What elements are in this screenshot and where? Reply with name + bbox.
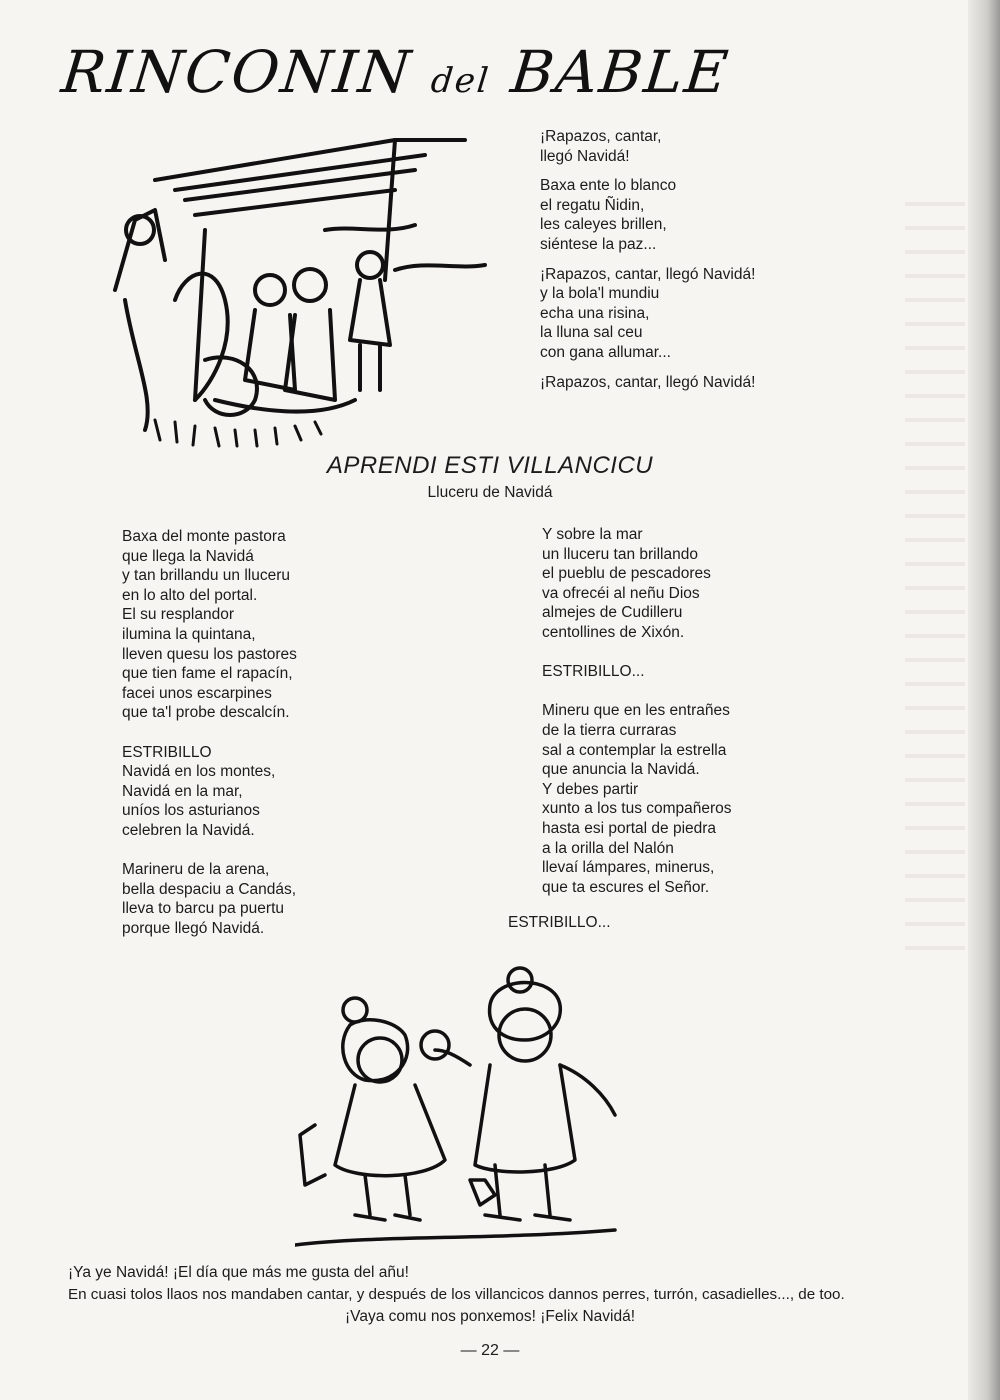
verse-line: les caleyes brillen,	[540, 216, 667, 234]
verse-line: que anuncia la Navidá.	[542, 761, 700, 779]
verse-line: y la bola'l mundiu	[540, 285, 660, 303]
verse-line: el regatu Ñidin,	[540, 196, 645, 214]
children-illustration	[295, 965, 625, 1255]
verse-line: ¡Rapazos, cantar,	[540, 128, 662, 145]
verse-line: centollines de Xixón.	[542, 623, 685, 641]
verse-line: bella despaciu a Candás,	[122, 880, 297, 898]
verse-line: siéntese la paz...	[540, 235, 657, 253]
footer-line-2: En cuasi tolos llaos nos mandaben cantar, y después de los villancicos dannos perres, turrón, casadielles..., de too.	[68, 1286, 845, 1303]
verse-line: El su resplandor	[122, 606, 235, 624]
verse-line: y tan brillandu un lluceru	[122, 567, 291, 585]
song-stanza	[122, 527, 297, 723]
verse-line: a la orilla del Nalón	[542, 839, 674, 857]
verse-line: Baxa ente lo blanco	[540, 177, 677, 195]
page-edge-shadow	[968, 0, 1000, 1400]
verse-line: ¡Rapazos, cantar, llegó Navidá!	[540, 373, 756, 391]
verse-line: xunto a los tus compañeros	[542, 800, 732, 818]
song-stanza	[122, 743, 297, 841]
closing-refrain: ESTRIBILLO...	[508, 914, 611, 931]
verse-line: Baxa del monte pastora	[122, 528, 286, 545]
verse-line: que tien fame el rapacín,	[122, 665, 293, 683]
page-number: — 22 —	[460, 1342, 520, 1359]
song-subtitle: Lluceru de Navidá	[427, 484, 553, 501]
verse-line: que ta'l probe descalcín.	[122, 704, 290, 722]
verse-line: Navidá en los montes,	[122, 763, 276, 781]
song-stanza	[122, 860, 297, 938]
verse-line: Y sobre la mar	[542, 526, 643, 543]
nativity-illustration	[95, 100, 495, 450]
verse-line: porque llegó Navidá.	[122, 919, 265, 937]
intro-poem	[540, 127, 755, 402]
verse-line: llegó Navidá!	[540, 147, 630, 165]
verse-line: almejes de Cudilleru	[542, 604, 683, 622]
section-title: RINCONIN del BABLE	[58, 38, 733, 106]
intro-stanza	[540, 176, 755, 254]
intro-stanza	[540, 373, 755, 393]
verse-line: lleva to barcu pa puertu	[122, 900, 284, 918]
verse-line: sal a contemplar la estrella	[542, 741, 727, 759]
verse-line: que llega la Navidá	[122, 547, 254, 565]
verse-line: lleven quesu los pastores	[122, 645, 297, 663]
verse-line: Mineru que en les entrañes	[542, 702, 730, 720]
verse-line: ESTRIBILLO...	[542, 663, 645, 681]
verse-line: Navidá en la mar,	[122, 782, 243, 800]
verse-line: llevaí lámpares, minerus,	[542, 859, 715, 877]
song-title: APRENDI ESTI VILLANCICU	[326, 452, 654, 479]
verse-line: facei unos escarpines	[122, 684, 272, 702]
song-stanza	[542, 701, 732, 897]
verse-line: hasta esi portal de piedra	[542, 819, 717, 837]
verse-line: la lluna sal ceu	[540, 324, 643, 342]
verse-line: echa una risina,	[540, 304, 650, 322]
verse-line: ¡Rapazos, cantar, llegó Navidá!	[540, 265, 756, 283]
song-stanza	[542, 525, 732, 643]
verse-line: un lluceru tan brillando	[542, 545, 698, 563]
verse-line: Y debes partir	[542, 780, 639, 798]
verse-line: Marineru de la arena,	[122, 861, 270, 879]
verse-line: uníos los asturianos	[122, 802, 260, 820]
verse-line: ESTRIBILLO	[122, 743, 212, 761]
show-through-text	[905, 190, 965, 970]
intro-stanza	[540, 127, 755, 166]
verse-line: con gana allumar...	[540, 343, 671, 361]
verse-line: que ta escures el Señor.	[542, 878, 710, 896]
verse-line: el pueblu de pescadores	[542, 565, 711, 583]
song-right-column	[542, 525, 732, 917]
song-left-column	[122, 527, 297, 958]
verse-line: en lo alto del portal.	[122, 586, 258, 604]
footer-line-3: ¡Vaya comu nos ponxemos! ¡Felix Navidá!	[344, 1308, 636, 1325]
footer-line-1: ¡Ya ye Navidá! ¡El día que más me gusta del añu!	[68, 1264, 409, 1281]
verse-line: ilumina la quintana,	[122, 625, 256, 643]
intro-stanza	[540, 265, 755, 363]
verse-line: va ofrecéi al neñu Dios	[542, 584, 700, 602]
song-stanza	[542, 662, 732, 682]
verse-line: celebren la Navidá.	[122, 821, 255, 839]
verse-line: de la tierra curraras	[542, 721, 677, 739]
